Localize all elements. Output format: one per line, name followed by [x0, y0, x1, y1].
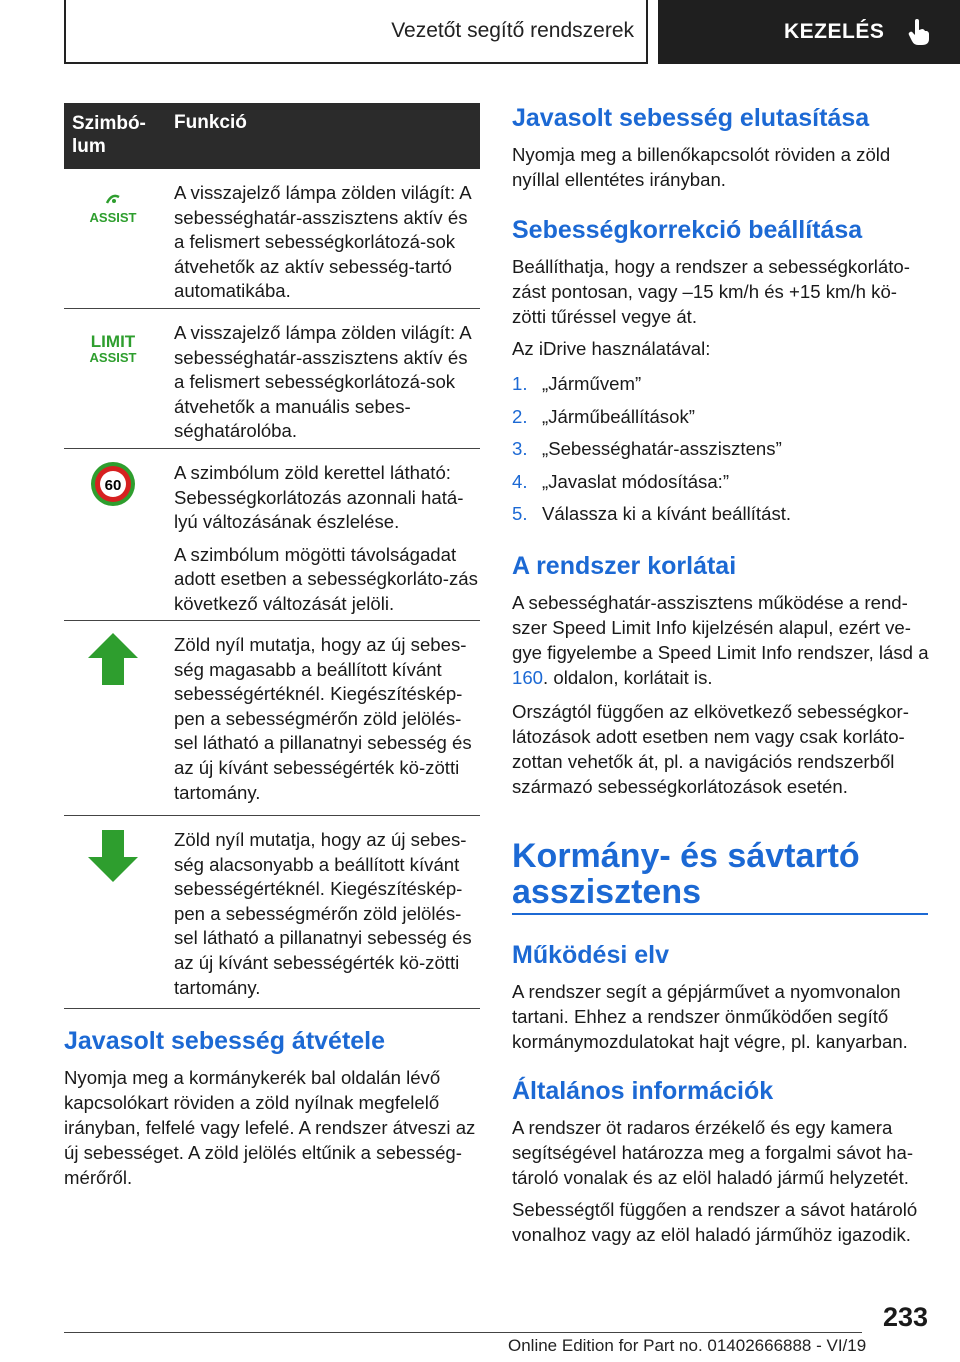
- page-reference-link[interactable]: 160: [512, 667, 544, 688]
- function-text: A szimbólum zöld kerettel látható: Sebességkorlátozás azonnali hatá-lyú változásának észlelése.: [174, 462, 464, 533]
- table-row: [64, 309, 480, 449]
- principle-heading: Működési elv: [512, 941, 669, 969]
- chapter-label: KEZELÉS: [784, 20, 885, 43]
- table-header: [64, 103, 480, 169]
- reject-speed-heading: Javasolt sebesség elutasítása: [512, 104, 870, 132]
- list-item: 4. „Javaslat módosítása:”: [512, 470, 730, 492]
- reject-speed-text: Nyomja meg a billenőkapcsolót röviden a zöld nyíllal ellentétes irányban.: [512, 144, 891, 190]
- assist-icon-text: ASSIST: [89, 350, 137, 365]
- speed-limit-60-sign-icon: [89, 460, 137, 508]
- symbol-cell: [64, 309, 162, 448]
- header-chapter-box: [658, 0, 960, 64]
- heading-rule: [512, 913, 928, 915]
- function-cell: [162, 169, 480, 308]
- header-section-title-box: [64, 0, 648, 64]
- list-item: 1. „Járművem”: [512, 373, 642, 394]
- idrive-steps-list: [512, 373, 932, 536]
- page-number: 233: [882, 1302, 928, 1332]
- speed-value-text: 60: [104, 477, 122, 494]
- function-cell: [162, 449, 480, 620]
- symbol-cell: [64, 169, 162, 308]
- principle-text: A rendszer segít a gépjárművet a nyomvonalon tartani. Ehhez a rendszer önműködően segítő kormánymozdulatokat hajt végre, pl. kanyarban.: [512, 981, 908, 1052]
- symbol-cell: [64, 816, 162, 1008]
- function-text: A szimbólum mögötti távolságadat adott esetben a sebességkorláto-zás következő változását jelöli.: [174, 543, 478, 614]
- limits-heading: A rendszer korlátai: [512, 552, 737, 580]
- function-text: A visszajelző lámpa zölden világít: A sebességhatár-asszisztens aktív és a felismert sebességkorlátozá-sok átvehetők a manuális sebes-séghatárolóba.: [174, 322, 471, 442]
- correction-heading: Sebességkorrekció beállítása: [512, 216, 863, 244]
- section-title: Vezetőt segítő rendszerek: [391, 19, 634, 42]
- function-cell: [162, 816, 480, 1008]
- assist-indicator-icon: [83, 189, 143, 229]
- assist-icon-text: ASSIST: [89, 210, 137, 225]
- list-item: 5. Válassza ki a kívánt beállítást.: [512, 503, 792, 524]
- general-info-heading: Általános információk: [512, 1077, 774, 1105]
- steering-assistant-heading: Kormány- és sávtartó asszisztens: [512, 837, 860, 911]
- list-item: 2. „Járműbeállítások”: [512, 405, 695, 427]
- footer-edition: Online Edition for Part no. 01402666888 - VI/19: [508, 1336, 867, 1355]
- green-arrow-down-icon: [88, 830, 138, 882]
- hand-pointer-icon: [908, 19, 930, 45]
- green-arrow-up-icon: [88, 633, 138, 685]
- limit-assist-indicator-icon: [83, 331, 143, 371]
- accept-speed-text: Nyomja meg a kormánykerék bal oldalán lévő kapcsolókart röviden a zöld nyílnak megfelelő irányban, felfelé vagy lefelé. A rendszer átveszi az új sebességet. A zöld jelölés eltűnik a sebesség-mérőről.: [64, 1067, 476, 1188]
- general-info-text-2: Sebességtől függően a rendszer a sávot határoló vonalhoz vagy az elöl haladó járműhöz igazodik.: [512, 1199, 918, 1245]
- symbol-table: [64, 103, 480, 1009]
- table-row: [64, 816, 480, 1009]
- idrive-intro: Az iDrive használatával:: [512, 338, 711, 359]
- accept-speed-heading: Javasolt sebesség átvétele: [64, 1027, 386, 1055]
- limits-text-2: Országtól függően az elkövetkező sebességkor-látozások adott esetben nem vagy csak korláto-zottan vehetők át, pl. a navigációs rendszerből származó sebességkorlátozások esetén.: [512, 701, 909, 797]
- table-row: [64, 169, 480, 309]
- function-text: A visszajelző lámpa zölden világít: A sebességhatár-asszisztens aktív és a felismert sebességkorlátozá-sok átvehetők az aktív sebesség-tartó automatikába.: [174, 182, 471, 302]
- table-row: [64, 449, 480, 621]
- function-cell: [162, 621, 480, 815]
- table-row: [64, 621, 480, 816]
- function-text: Zöld nyíl mutatja, hogy az új sebes-ség magasabb a beállított kívánt sebességértéknél. Kiegészítéskép-pen a sebességmérőn zöld jelölés-sel látható a pillanatnyi sebesség és az új kívánt sebességérték kö-zötti tartomány.: [174, 634, 472, 803]
- col-function-header: Funkció: [174, 112, 247, 133]
- symbol-cell: [64, 621, 162, 815]
- list-item: 3. „Sebességhatár-asszisztens”: [512, 438, 782, 459]
- limit-icon-text: LIMIT: [90, 332, 136, 351]
- col-symbol-header: Szimbó-lum: [72, 113, 146, 157]
- correction-text: Beállíthatja, hogy a rendszer a sebességkorláto-zást pontosan, vagy –15 km/h és +15 km/h kö-zötti tűréssel vegye át.: [512, 256, 910, 327]
- function-text: Zöld nyíl mutatja, hogy az új sebes-ség alacsonyabb a beállított kívánt sebességértéknél. Kiegészítéskép-pen a sebességmérőn zöld jelölés-sel látható a pillanatnyi sebesség és az új kívánt sebességérték kö-zötti tartomány.: [174, 829, 472, 998]
- function-cell: [162, 309, 480, 448]
- general-info-text: A rendszer öt radaros érzékelő és egy kamera segítségével határozza meg a forgalmi sávot ha-tároló vonalak és az elöl haladó jármű helyzetét.: [512, 1117, 914, 1188]
- footer-rule: [64, 1332, 862, 1333]
- symbol-cell: [64, 449, 162, 620]
- limits-text: A sebességhatár-asszisztens működése a rend-szer Speed Limit Info kijelzésén alapul, ezért ve-gye figyelembe a Speed Limit Info rendszer, lásd a 160. oldalon, korlátait is.: [512, 592, 929, 688]
